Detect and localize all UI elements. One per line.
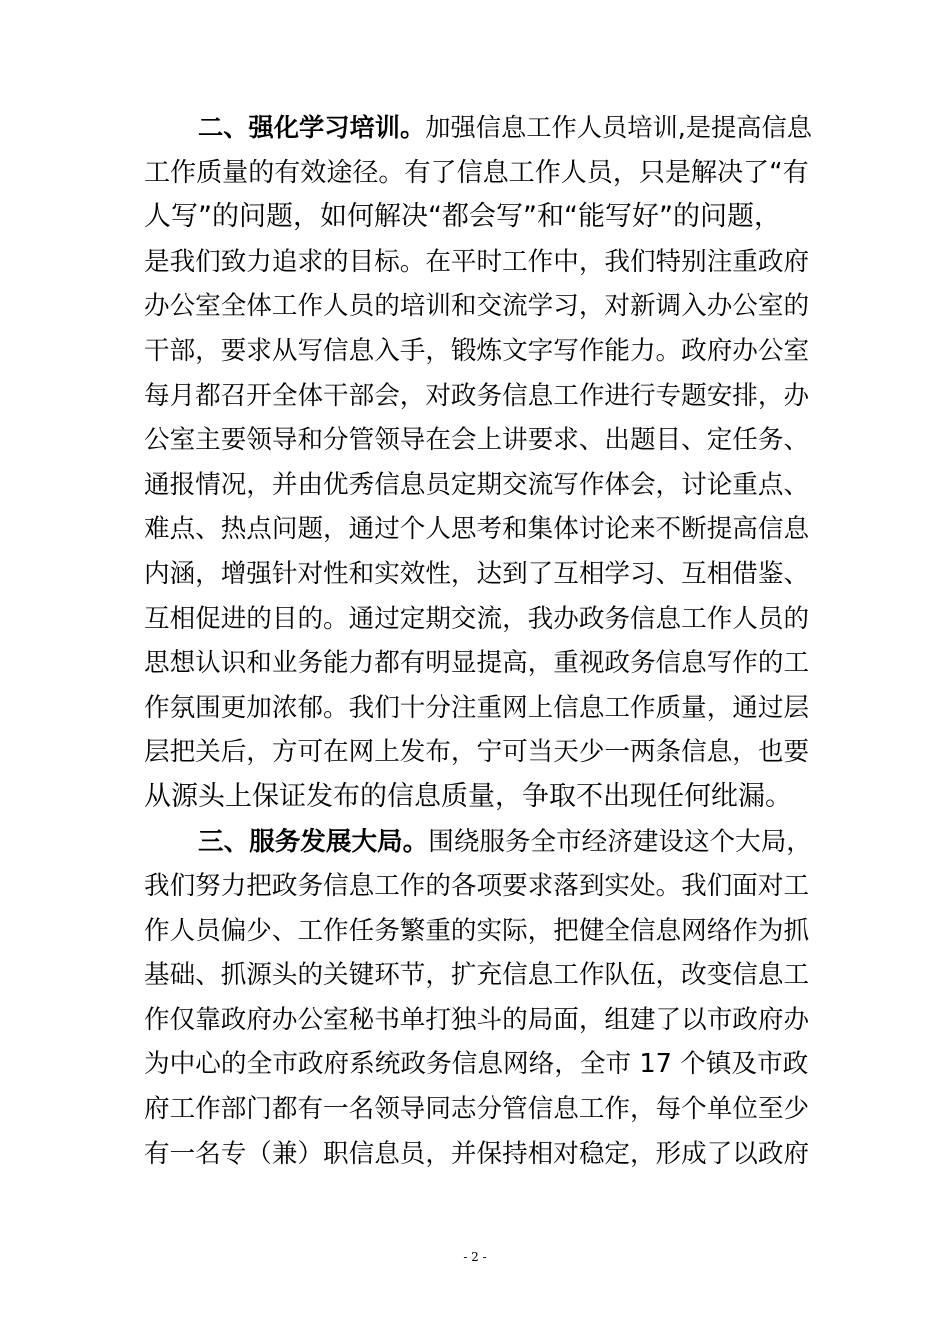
section-3-line-7: 有一名专（兼）职信息员，并保持相对稳定，形成了以政府 <box>144 1138 810 1169</box>
section-3-line-0: 围绕服务全市经济建设这个大局， <box>428 826 812 857</box>
section-3-line-5: 为中心的全市政府系统政务信息网络，全市 17 个镇及市政 <box>144 1049 809 1080</box>
section-3-first-line <box>144 820 812 865</box>
section-2-heading: 二、强化学习培训。 <box>198 113 426 142</box>
section-2-line-5: 干部，要求从写信息入手，锻炼文字写作能力。政府办公室 <box>144 335 810 366</box>
section-3-line-6: 府工作部门都有一名领导同志分管信息工作，每个单位至少 <box>144 1094 810 1125</box>
section-2-line-7: 公室主要领导和分管领导在会上讲要求、出题目、定任务、 <box>144 425 810 456</box>
section-2-line-12: 思想认识和业务能力都有明显提高，重视政务信息写作的工 <box>144 648 810 679</box>
body-text <box>144 106 813 1176</box>
section-3-line-4: 作仅靠政府办公室秘书单打独斗的局面，组建了以市政府办 <box>144 1004 810 1035</box>
section-3-heading: 三、服务发展大局。 <box>198 826 429 857</box>
page-number: - 2 - <box>463 1250 487 1264</box>
section-2-line-3: 是我们致力追求的目标。在平时工作中，我们特别注重政府 <box>144 246 810 277</box>
section-2-line-11: 互相促进的目的。通过定期交流，我办政务信息工作人员的 <box>144 603 810 634</box>
section-3-line-1: 我们努力把政务信息工作的各项要求落到实处。我们面对工 <box>144 871 810 902</box>
section-2-line-2: 人写”的问题，如何解决“都会写”和“能写好”的问题， <box>144 201 781 233</box>
section-2-line-1: 工作质量的有效途径。有了信息工作人员，只是解决了“有 <box>144 157 809 188</box>
section-2-line-4: 办公室全体工作人员的培训和交流学习，对新调入办公室的 <box>144 291 810 322</box>
section-2-line-9: 难点、热点问题，通过个人思考和集体讨论来不断提高信息 <box>144 514 810 545</box>
section-3-line-2: 作人员偏少、工作任务繁重的实际，把健全信息网络作为抓 <box>144 915 810 946</box>
section-2-line-8: 通报情况，并由优秀信息员定期交流写作体会，讨论重点、 <box>144 469 810 500</box>
section-3-line-3: 基础、抓源头的关键环节，扩充信息工作队伍，改变信息工 <box>144 960 810 991</box>
section-2-line-0: 加强信息工作人员培训,是提高信息 <box>425 113 813 142</box>
section-2-line-10: 内涵，增强针对性和实效性，达到了互相学习、互相借鉴、 <box>144 558 810 589</box>
section-2-line-6: 每月都召开全体干部会，对政务信息工作进行专题安排，办 <box>144 380 810 411</box>
section-2-line-13: 作氛围更加浓郁。我们十分注重网上信息工作质量，通过层 <box>144 692 810 723</box>
section-2-line-14: 层把关后，方可在网上发布，宁可当天少一两条信息，也要 <box>144 737 810 768</box>
section-2-first-line <box>144 106 813 151</box>
section-2-line-15: 从源头上保证发布的信息质量，争取不出现任何纰漏。 <box>144 780 792 812</box>
